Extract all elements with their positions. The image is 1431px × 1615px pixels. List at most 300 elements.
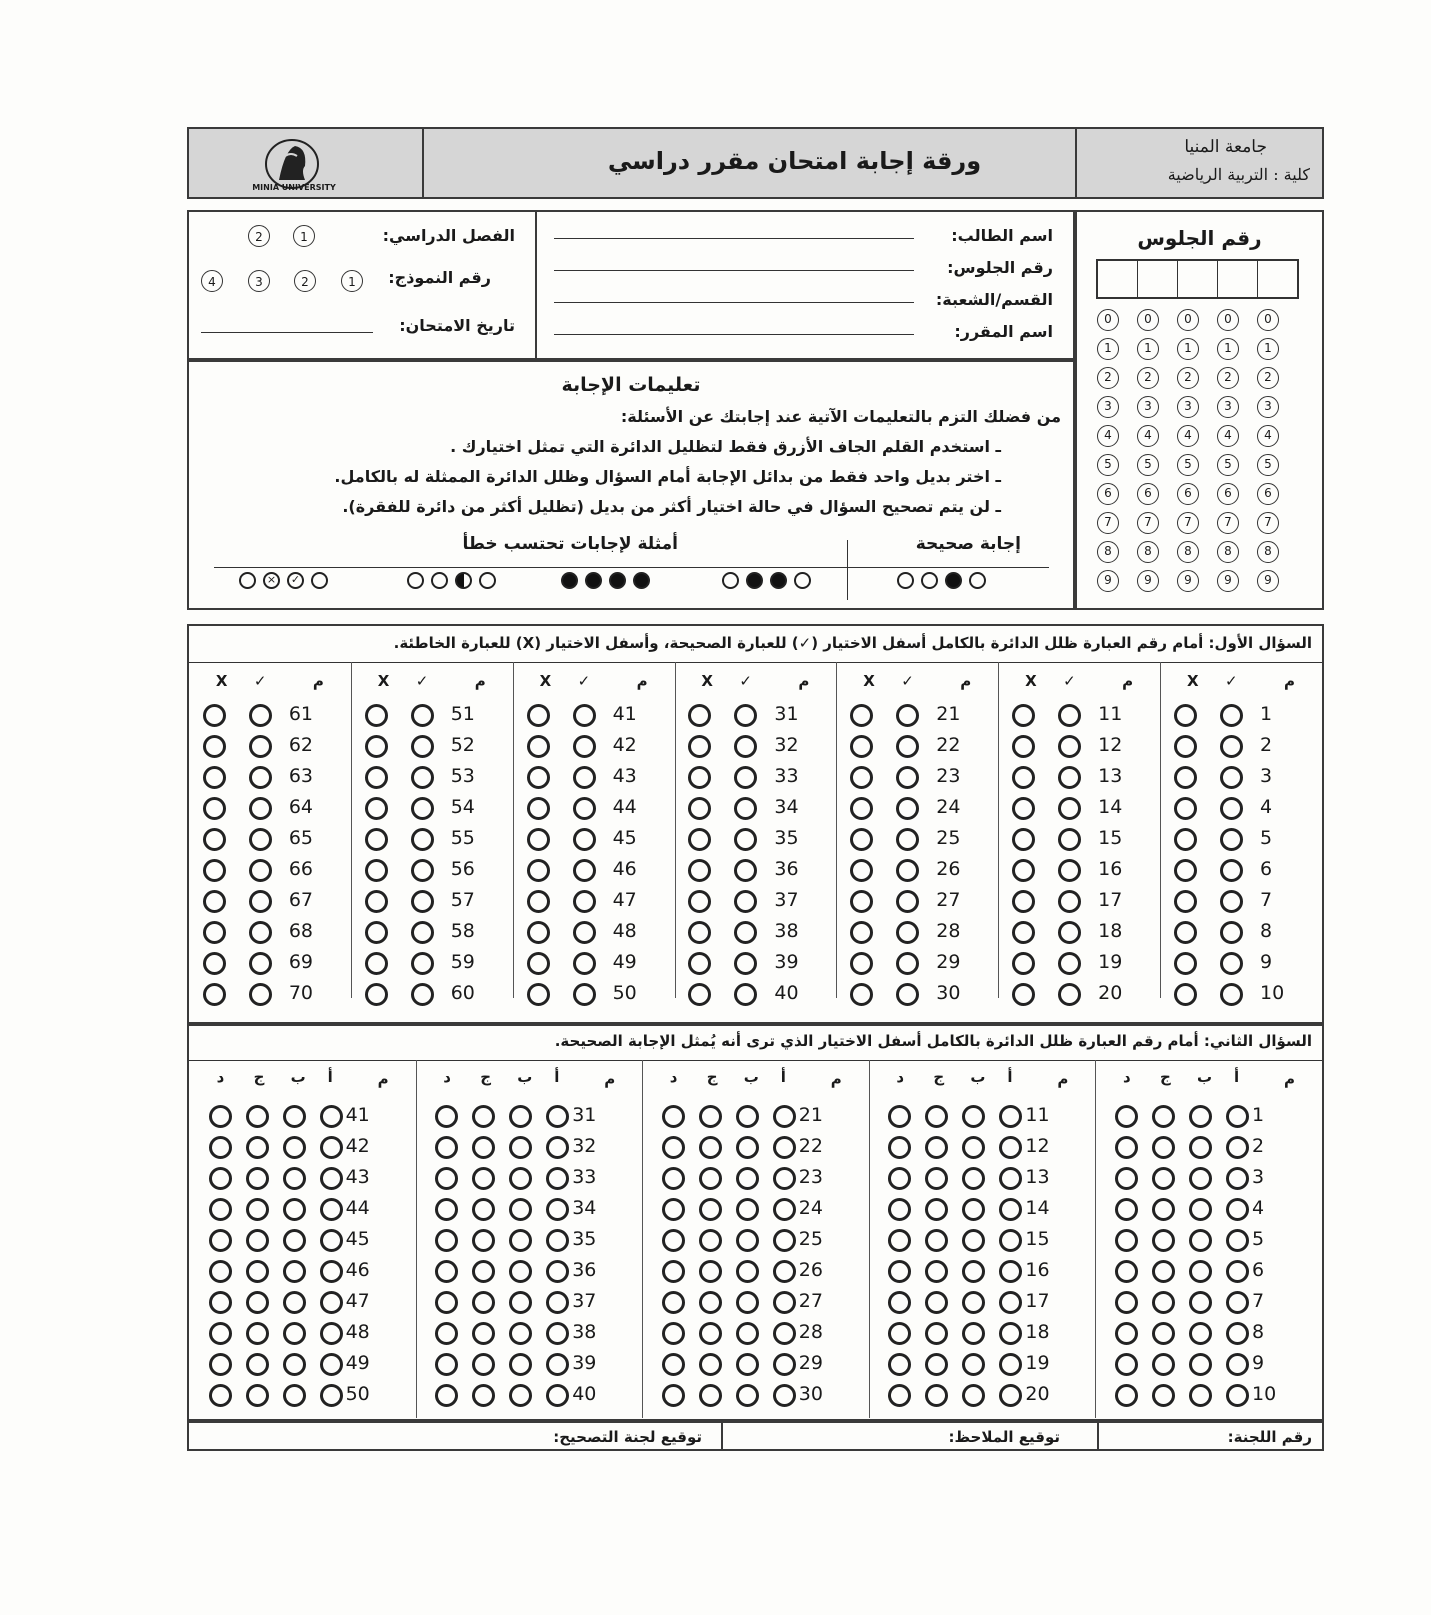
- choice-bubble[interactable]: [999, 1291, 1022, 1314]
- true-answer-bubble[interactable]: [896, 952, 919, 975]
- choice-bubble[interactable]: [699, 1260, 722, 1283]
- choice-bubble[interactable]: [773, 1105, 796, 1128]
- false-answer-bubble[interactable]: [850, 890, 873, 913]
- seat-digit-bubble[interactable]: 3: [1097, 396, 1119, 418]
- seat-digit-bubble[interactable]: 8: [1217, 541, 1239, 563]
- false-answer-bubble[interactable]: [527, 859, 550, 882]
- seat-digit-bubble[interactable]: 4: [1217, 425, 1239, 447]
- choice-bubble[interactable]: [999, 1198, 1022, 1221]
- true-answer-bubble[interactable]: [249, 766, 272, 789]
- true-answer-bubble[interactable]: [411, 828, 434, 851]
- choice-bubble[interactable]: [472, 1105, 495, 1128]
- false-answer-bubble[interactable]: [203, 859, 226, 882]
- false-answer-bubble[interactable]: [850, 766, 873, 789]
- choice-bubble[interactable]: [435, 1291, 458, 1314]
- false-answer-bubble[interactable]: [1012, 859, 1035, 882]
- choice-bubble[interactable]: [246, 1291, 269, 1314]
- seat-digit-bubble[interactable]: 2: [1257, 367, 1279, 389]
- true-answer-bubble[interactable]: [411, 766, 434, 789]
- seat-number-field[interactable]: [554, 270, 914, 271]
- choice-bubble[interactable]: [435, 1260, 458, 1283]
- choice-bubble[interactable]: [435, 1322, 458, 1345]
- false-answer-bubble[interactable]: [688, 704, 711, 727]
- false-answer-bubble[interactable]: [1174, 921, 1197, 944]
- choice-bubble[interactable]: [1115, 1167, 1138, 1190]
- seat-digit-bubble[interactable]: 9: [1177, 570, 1199, 592]
- choice-bubble[interactable]: [699, 1229, 722, 1252]
- choice-bubble[interactable]: [1189, 1136, 1212, 1159]
- choice-bubble[interactable]: [246, 1167, 269, 1190]
- choice-bubble[interactable]: [209, 1105, 232, 1128]
- choice-bubble[interactable]: [1226, 1136, 1249, 1159]
- choice-bubble[interactable]: [283, 1136, 306, 1159]
- seat-digit-bubble[interactable]: 6: [1177, 483, 1199, 505]
- seat-digit-bubble[interactable]: 9: [1097, 570, 1119, 592]
- choice-bubble[interactable]: [736, 1105, 759, 1128]
- choice-bubble[interactable]: [962, 1229, 985, 1252]
- choice-bubble[interactable]: [283, 1167, 306, 1190]
- choice-bubble[interactable]: [999, 1105, 1022, 1128]
- choice-bubble[interactable]: [546, 1353, 569, 1376]
- choice-bubble[interactable]: [736, 1167, 759, 1190]
- choice-bubble[interactable]: [925, 1384, 948, 1407]
- true-answer-bubble[interactable]: [734, 797, 757, 820]
- false-answer-bubble[interactable]: [850, 952, 873, 975]
- choice-bubble[interactable]: [472, 1260, 495, 1283]
- choice-bubble[interactable]: [546, 1229, 569, 1252]
- choice-bubble[interactable]: [888, 1322, 911, 1345]
- choice-bubble[interactable]: [546, 1136, 569, 1159]
- false-answer-bubble[interactable]: [1012, 735, 1035, 758]
- false-answer-bubble[interactable]: [365, 921, 388, 944]
- seat-digit-bubble[interactable]: 9: [1217, 570, 1239, 592]
- choice-bubble[interactable]: [999, 1136, 1022, 1159]
- true-answer-bubble[interactable]: [1058, 859, 1081, 882]
- false-answer-bubble[interactable]: [1174, 766, 1197, 789]
- seat-digit-bubble[interactable]: 6: [1257, 483, 1279, 505]
- choice-bubble[interactable]: [962, 1198, 985, 1221]
- choice-bubble[interactable]: [283, 1260, 306, 1283]
- choice-bubble[interactable]: [1152, 1229, 1175, 1252]
- choice-bubble[interactable]: [1226, 1291, 1249, 1314]
- choice-bubble[interactable]: [546, 1291, 569, 1314]
- seat-digit-bubble[interactable]: 7: [1137, 512, 1159, 534]
- choice-bubble[interactable]: [472, 1136, 495, 1159]
- choice-bubble[interactable]: [1189, 1229, 1212, 1252]
- false-answer-bubble[interactable]: [527, 735, 550, 758]
- true-answer-bubble[interactable]: [734, 921, 757, 944]
- choice-bubble[interactable]: [962, 1384, 985, 1407]
- choice-bubble[interactable]: [546, 1322, 569, 1345]
- seat-digit-bubble[interactable]: 5: [1257, 454, 1279, 476]
- seat-digit-bubble[interactable]: 3: [1177, 396, 1199, 418]
- choice-bubble[interactable]: [699, 1167, 722, 1190]
- true-answer-bubble[interactable]: [573, 828, 596, 851]
- student-name-field[interactable]: [554, 238, 914, 239]
- false-answer-bubble[interactable]: [688, 890, 711, 913]
- false-answer-bubble[interactable]: [365, 766, 388, 789]
- false-answer-bubble[interactable]: [527, 766, 550, 789]
- true-answer-bubble[interactable]: [573, 797, 596, 820]
- true-answer-bubble[interactable]: [411, 983, 434, 1006]
- false-answer-bubble[interactable]: [1012, 704, 1035, 727]
- true-answer-bubble[interactable]: [896, 704, 919, 727]
- seat-digit-bubble[interactable]: 6: [1217, 483, 1239, 505]
- true-answer-bubble[interactable]: [249, 983, 272, 1006]
- seat-digit-bubble[interactable]: 0: [1137, 309, 1159, 331]
- true-answer-bubble[interactable]: [1220, 890, 1243, 913]
- choice-bubble[interactable]: [209, 1198, 232, 1221]
- true-answer-bubble[interactable]: [249, 921, 272, 944]
- true-answer-bubble[interactable]: [573, 859, 596, 882]
- choice-bubble[interactable]: [283, 1322, 306, 1345]
- choice-bubble[interactable]: [888, 1105, 911, 1128]
- choice-bubble[interactable]: [662, 1105, 685, 1128]
- choice-bubble[interactable]: [1152, 1260, 1175, 1283]
- choice-bubble[interactable]: [662, 1384, 685, 1407]
- choice-bubble[interactable]: [320, 1322, 343, 1345]
- choice-bubble[interactable]: [546, 1198, 569, 1221]
- choice-bubble[interactable]: [888, 1229, 911, 1252]
- choice-bubble[interactable]: [962, 1105, 985, 1128]
- seat-digit-bubble[interactable]: 4: [1137, 425, 1159, 447]
- seat-digit-bubble[interactable]: 3: [1257, 396, 1279, 418]
- choice-bubble[interactable]: [699, 1322, 722, 1345]
- choice-bubble[interactable]: [1152, 1291, 1175, 1314]
- true-answer-bubble[interactable]: [896, 921, 919, 944]
- choice-bubble[interactable]: [962, 1322, 985, 1345]
- choice-bubble[interactable]: [509, 1322, 532, 1345]
- choice-bubble[interactable]: [435, 1353, 458, 1376]
- seat-digit-bubble[interactable]: 2: [1217, 367, 1239, 389]
- choice-bubble[interactable]: [962, 1353, 985, 1376]
- model-option-2[interactable]: 2: [294, 270, 316, 292]
- choice-bubble[interactable]: [209, 1322, 232, 1345]
- seat-digit-bubble[interactable]: 9: [1137, 570, 1159, 592]
- true-answer-bubble[interactable]: [1058, 921, 1081, 944]
- false-answer-bubble[interactable]: [527, 828, 550, 851]
- choice-bubble[interactable]: [509, 1105, 532, 1128]
- false-answer-bubble[interactable]: [1012, 890, 1035, 913]
- choice-bubble[interactable]: [1152, 1105, 1175, 1128]
- choice-bubble[interactable]: [662, 1260, 685, 1283]
- true-answer-bubble[interactable]: [1058, 797, 1081, 820]
- choice-bubble[interactable]: [662, 1291, 685, 1314]
- seat-digit-bubble[interactable]: 1: [1257, 338, 1279, 360]
- false-answer-bubble[interactable]: [365, 828, 388, 851]
- choice-bubble[interactable]: [509, 1167, 532, 1190]
- choice-bubble[interactable]: [773, 1291, 796, 1314]
- choice-bubble[interactable]: [1115, 1260, 1138, 1283]
- seat-digit-bubble[interactable]: 1: [1177, 338, 1199, 360]
- false-answer-bubble[interactable]: [1012, 828, 1035, 851]
- choice-bubble[interactable]: [320, 1229, 343, 1252]
- choice-bubble[interactable]: [888, 1198, 911, 1221]
- choice-bubble[interactable]: [209, 1136, 232, 1159]
- true-answer-bubble[interactable]: [573, 952, 596, 975]
- false-answer-bubble[interactable]: [850, 797, 873, 820]
- true-answer-bubble[interactable]: [1220, 952, 1243, 975]
- choice-bubble[interactable]: [320, 1105, 343, 1128]
- seat-digit-bubble[interactable]: 5: [1097, 454, 1119, 476]
- choice-bubble[interactable]: [283, 1353, 306, 1376]
- true-answer-bubble[interactable]: [411, 735, 434, 758]
- true-answer-bubble[interactable]: [573, 766, 596, 789]
- seat-digit-bubble[interactable]: 7: [1177, 512, 1199, 534]
- false-answer-bubble[interactable]: [850, 859, 873, 882]
- choice-bubble[interactable]: [1189, 1384, 1212, 1407]
- true-answer-bubble[interactable]: [1220, 797, 1243, 820]
- true-answer-bubble[interactable]: [896, 766, 919, 789]
- department-field[interactable]: [554, 302, 914, 303]
- true-answer-bubble[interactable]: [249, 952, 272, 975]
- choice-bubble[interactable]: [472, 1229, 495, 1252]
- true-answer-bubble[interactable]: [1058, 735, 1081, 758]
- choice-bubble[interactable]: [925, 1353, 948, 1376]
- seat-digit-bubble[interactable]: 0: [1257, 309, 1279, 331]
- false-answer-bubble[interactable]: [203, 828, 226, 851]
- true-answer-bubble[interactable]: [896, 735, 919, 758]
- false-answer-bubble[interactable]: [688, 859, 711, 882]
- true-answer-bubble[interactable]: [896, 890, 919, 913]
- false-answer-bubble[interactable]: [1174, 952, 1197, 975]
- choice-bubble[interactable]: [1152, 1322, 1175, 1345]
- choice-bubble[interactable]: [1152, 1384, 1175, 1407]
- choice-bubble[interactable]: [320, 1384, 343, 1407]
- choice-bubble[interactable]: [773, 1229, 796, 1252]
- choice-bubble[interactable]: [773, 1322, 796, 1345]
- course-name-field[interactable]: [554, 334, 914, 335]
- false-answer-bubble[interactable]: [850, 735, 873, 758]
- false-answer-bubble[interactable]: [365, 890, 388, 913]
- exam-date-field[interactable]: [201, 332, 373, 333]
- choice-bubble[interactable]: [962, 1291, 985, 1314]
- choice-bubble[interactable]: [435, 1167, 458, 1190]
- choice-bubble[interactable]: [246, 1105, 269, 1128]
- true-answer-bubble[interactable]: [734, 704, 757, 727]
- choice-bubble[interactable]: [736, 1136, 759, 1159]
- seat-digit-bubble[interactable]: 5: [1217, 454, 1239, 476]
- choice-bubble[interactable]: [509, 1291, 532, 1314]
- semester-option-2-circle[interactable]: 2: [248, 225, 270, 247]
- choice-bubble[interactable]: [888, 1136, 911, 1159]
- choice-bubble[interactable]: [320, 1167, 343, 1190]
- choice-bubble[interactable]: [699, 1198, 722, 1221]
- false-answer-bubble[interactable]: [850, 983, 873, 1006]
- choice-bubble[interactable]: [320, 1136, 343, 1159]
- choice-bubble[interactable]: [773, 1198, 796, 1221]
- choice-bubble[interactable]: [1152, 1136, 1175, 1159]
- choice-bubble[interactable]: [209, 1229, 232, 1252]
- choice-bubble[interactable]: [999, 1384, 1022, 1407]
- choice-bubble[interactable]: [662, 1353, 685, 1376]
- choice-bubble[interactable]: [962, 1167, 985, 1190]
- choice-bubble[interactable]: [509, 1353, 532, 1376]
- choice-bubble[interactable]: [1115, 1322, 1138, 1345]
- false-answer-bubble[interactable]: [365, 952, 388, 975]
- choice-bubble[interactable]: [925, 1167, 948, 1190]
- choice-bubble[interactable]: [1115, 1105, 1138, 1128]
- true-answer-bubble[interactable]: [734, 952, 757, 975]
- true-answer-bubble[interactable]: [1058, 704, 1081, 727]
- choice-bubble[interactable]: [1226, 1322, 1249, 1345]
- false-answer-bubble[interactable]: [203, 921, 226, 944]
- choice-bubble[interactable]: [736, 1229, 759, 1252]
- seat-digit-bubble[interactable]: 4: [1177, 425, 1199, 447]
- true-answer-bubble[interactable]: [1220, 704, 1243, 727]
- seat-digit-bubble[interactable]: 0: [1097, 309, 1119, 331]
- seat-digit-bubble[interactable]: 4: [1097, 425, 1119, 447]
- false-answer-bubble[interactable]: [850, 828, 873, 851]
- false-answer-bubble[interactable]: [527, 704, 550, 727]
- choice-bubble[interactable]: [320, 1353, 343, 1376]
- choice-bubble[interactable]: [1226, 1198, 1249, 1221]
- choice-bubble[interactable]: [888, 1291, 911, 1314]
- true-answer-bubble[interactable]: [734, 828, 757, 851]
- choice-bubble[interactable]: [1152, 1198, 1175, 1221]
- seat-digit-bubble[interactable]: 0: [1177, 309, 1199, 331]
- seat-digit-bubble[interactable]: 4: [1257, 425, 1279, 447]
- true-answer-bubble[interactable]: [573, 704, 596, 727]
- choice-bubble[interactable]: [435, 1198, 458, 1221]
- choice-bubble[interactable]: [999, 1353, 1022, 1376]
- false-answer-bubble[interactable]: [527, 952, 550, 975]
- false-answer-bubble[interactable]: [688, 952, 711, 975]
- choice-bubble[interactable]: [1226, 1353, 1249, 1376]
- false-answer-bubble[interactable]: [1012, 766, 1035, 789]
- false-answer-bubble[interactable]: [688, 983, 711, 1006]
- false-answer-bubble[interactable]: [1174, 735, 1197, 758]
- choice-bubble[interactable]: [699, 1291, 722, 1314]
- choice-bubble[interactable]: [1115, 1198, 1138, 1221]
- seat-digit-bubble[interactable]: 7: [1097, 512, 1119, 534]
- true-answer-bubble[interactable]: [411, 704, 434, 727]
- true-answer-bubble[interactable]: [249, 735, 272, 758]
- choice-bubble[interactable]: [283, 1198, 306, 1221]
- false-answer-bubble[interactable]: [1174, 828, 1197, 851]
- choice-bubble[interactable]: [925, 1136, 948, 1159]
- choice-bubble[interactable]: [283, 1291, 306, 1314]
- choice-bubble[interactable]: [925, 1105, 948, 1128]
- seat-digit-bubble[interactable]: 2: [1177, 367, 1199, 389]
- true-answer-bubble[interactable]: [411, 952, 434, 975]
- choice-bubble[interactable]: [1115, 1384, 1138, 1407]
- seat-digit-bubble[interactable]: 2: [1137, 367, 1159, 389]
- choice-bubble[interactable]: [736, 1260, 759, 1283]
- choice-bubble[interactable]: [925, 1229, 948, 1252]
- seat-digit-bubble[interactable]: 1: [1097, 338, 1119, 360]
- seat-digit-bubble[interactable]: 8: [1177, 541, 1199, 563]
- choice-bubble[interactable]: [925, 1291, 948, 1314]
- choice-bubble[interactable]: [1226, 1105, 1249, 1128]
- true-answer-bubble[interactable]: [734, 766, 757, 789]
- choice-bubble[interactable]: [1226, 1260, 1249, 1283]
- true-answer-bubble[interactable]: [1220, 828, 1243, 851]
- choice-bubble[interactable]: [662, 1167, 685, 1190]
- seat-digit-bubble[interactable]: 3: [1137, 396, 1159, 418]
- choice-bubble[interactable]: [736, 1198, 759, 1221]
- true-answer-bubble[interactable]: [896, 859, 919, 882]
- true-answer-bubble[interactable]: [249, 797, 272, 820]
- false-answer-bubble[interactable]: [203, 735, 226, 758]
- choice-bubble[interactable]: [699, 1384, 722, 1407]
- choice-bubble[interactable]: [736, 1291, 759, 1314]
- choice-bubble[interactable]: [546, 1105, 569, 1128]
- choice-bubble[interactable]: [546, 1167, 569, 1190]
- true-answer-bubble[interactable]: [1058, 952, 1081, 975]
- choice-bubble[interactable]: [246, 1229, 269, 1252]
- choice-bubble[interactable]: [1152, 1167, 1175, 1190]
- choice-bubble[interactable]: [283, 1384, 306, 1407]
- choice-bubble[interactable]: [888, 1353, 911, 1376]
- seat-digit-bubble[interactable]: 1: [1137, 338, 1159, 360]
- choice-bubble[interactable]: [320, 1260, 343, 1283]
- true-answer-bubble[interactable]: [249, 704, 272, 727]
- true-answer-bubble[interactable]: [734, 735, 757, 758]
- choice-bubble[interactable]: [999, 1229, 1022, 1252]
- choice-bubble[interactable]: [435, 1136, 458, 1159]
- seat-digit-bubble[interactable]: 5: [1177, 454, 1199, 476]
- false-answer-bubble[interactable]: [1012, 983, 1035, 1006]
- choice-bubble[interactable]: [773, 1260, 796, 1283]
- choice-bubble[interactable]: [662, 1136, 685, 1159]
- choice-bubble[interactable]: [509, 1136, 532, 1159]
- model-option-3[interactable]: 3: [248, 270, 270, 292]
- choice-bubble[interactable]: [662, 1229, 685, 1252]
- false-answer-bubble[interactable]: [688, 797, 711, 820]
- false-answer-bubble[interactable]: [688, 735, 711, 758]
- choice-bubble[interactable]: [1189, 1291, 1212, 1314]
- choice-bubble[interactable]: [472, 1291, 495, 1314]
- true-answer-bubble[interactable]: [573, 983, 596, 1006]
- true-answer-bubble[interactable]: [896, 983, 919, 1006]
- choice-bubble[interactable]: [662, 1322, 685, 1345]
- false-answer-bubble[interactable]: [688, 828, 711, 851]
- seat-digit-bubble[interactable]: 8: [1097, 541, 1119, 563]
- choice-bubble[interactable]: [773, 1136, 796, 1159]
- choice-bubble[interactable]: [283, 1229, 306, 1252]
- choice-bubble[interactable]: [888, 1384, 911, 1407]
- choice-bubble[interactable]: [320, 1198, 343, 1221]
- seat-digit-bubble[interactable]: 6: [1137, 483, 1159, 505]
- false-answer-bubble[interactable]: [1012, 952, 1035, 975]
- choice-bubble[interactable]: [472, 1384, 495, 1407]
- choice-bubble[interactable]: [435, 1105, 458, 1128]
- choice-bubble[interactable]: [472, 1322, 495, 1345]
- true-answer-bubble[interactable]: [896, 797, 919, 820]
- false-answer-bubble[interactable]: [365, 704, 388, 727]
- seat-digit-bubble[interactable]: 7: [1257, 512, 1279, 534]
- choice-bubble[interactable]: [435, 1384, 458, 1407]
- seat-digit-bubble[interactable]: 9: [1257, 570, 1279, 592]
- choice-bubble[interactable]: [1115, 1136, 1138, 1159]
- choice-bubble[interactable]: [699, 1136, 722, 1159]
- false-answer-bubble[interactable]: [203, 797, 226, 820]
- choice-bubble[interactable]: [999, 1167, 1022, 1190]
- true-answer-bubble[interactable]: [249, 890, 272, 913]
- choice-bubble[interactable]: [925, 1322, 948, 1345]
- choice-bubble[interactable]: [246, 1384, 269, 1407]
- true-answer-bubble[interactable]: [411, 797, 434, 820]
- choice-bubble[interactable]: [1226, 1384, 1249, 1407]
- choice-bubble[interactable]: [699, 1105, 722, 1128]
- choice-bubble[interactable]: [1115, 1229, 1138, 1252]
- seat-number-boxes[interactable]: [1096, 259, 1299, 299]
- seat-digit-bubble[interactable]: 6: [1097, 483, 1119, 505]
- choice-bubble[interactable]: [962, 1260, 985, 1283]
- choice-bubble[interactable]: [209, 1260, 232, 1283]
- true-answer-bubble[interactable]: [573, 890, 596, 913]
